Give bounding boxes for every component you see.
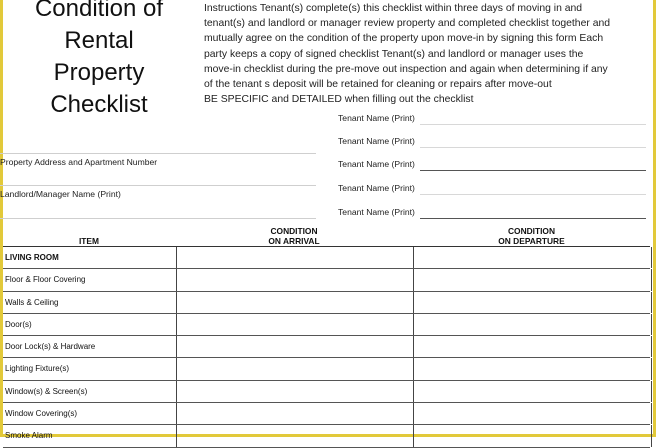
- condition-checklist-table: [3, 223, 650, 448]
- table-row: [3, 269, 650, 291]
- departure-condition-cell[interactable]: [413, 358, 652, 379]
- item-cell: Window(s) & Screen(s): [5, 386, 88, 396]
- departure-condition-cell[interactable]: [413, 425, 652, 446]
- arrival-condition-cell[interactable]: [176, 403, 413, 424]
- title-line: Property: [53, 59, 145, 86]
- arrival-header-line: ON ARRIVAL: [268, 236, 320, 246]
- tenant-name-label: Tenant Name (Print): [338, 183, 415, 193]
- tenant-name-field[interactable]: [338, 113, 646, 125]
- tenant-name-line[interactable]: [420, 194, 646, 195]
- arrival-condition-cell[interactable]: [176, 336, 413, 357]
- departure-header-line: ON DEPARTURE: [498, 236, 565, 246]
- tenant-name-field[interactable]: [338, 183, 646, 195]
- item-cell: Lighting Fixture(s): [5, 364, 70, 374]
- arrival-condition-cell[interactable]: [176, 314, 413, 335]
- instructions-line: of the tenant s deposit will be retained for cleaning or repairs after move-out: [204, 79, 552, 91]
- arrival-condition-cell[interactable]: [176, 358, 413, 379]
- title-line: Checklist: [50, 91, 148, 118]
- tenant-name-label: Tenant Name (Print): [338, 159, 415, 169]
- departure-header-line: CONDITION: [508, 226, 555, 236]
- item-cell: Walls & Ceiling: [5, 297, 59, 307]
- arrival-condition-cell[interactable]: [176, 292, 413, 313]
- item-cell: LIVING ROOM: [5, 253, 59, 262]
- tenant-name-line[interactable]: [420, 218, 646, 219]
- tenant-name-label: Tenant Name (Print): [338, 136, 415, 146]
- instructions-block: [204, 1, 644, 107]
- table-row: [3, 381, 650, 403]
- tenant-name-field[interactable]: [338, 159, 646, 171]
- item-cell: Window Covering(s): [5, 409, 78, 419]
- departure-condition-cell[interactable]: [413, 292, 652, 313]
- landlord-name-rule[interactable]: [0, 185, 316, 186]
- table-row: [3, 403, 650, 425]
- table-row: [3, 247, 650, 269]
- departure-condition-cell[interactable]: [413, 269, 652, 290]
- departure-column-header: [413, 226, 650, 246]
- arrival-condition-cell[interactable]: [176, 247, 413, 268]
- tenant-name-line[interactable]: [420, 147, 646, 148]
- instructions-line: move-in checklist during the pre-move out inspection and again when determining if any: [204, 63, 608, 75]
- tenant-name-field[interactable]: [338, 136, 646, 148]
- departure-condition-cell[interactable]: [413, 403, 652, 424]
- arrival-column-header: [176, 226, 412, 246]
- landlord-name-field[interactable]: [0, 218, 316, 219]
- title-line: Condition of: [34, 0, 164, 22]
- page-title: [4, 0, 194, 121]
- table-header: [3, 223, 650, 246]
- departure-condition-cell[interactable]: [413, 247, 652, 268]
- instructions-line: tenant(s) and landlord or manager review property and completed checklist together and: [204, 18, 611, 30]
- table-body: [3, 246, 650, 448]
- tenant-name-label: Tenant Name (Print): [338, 113, 415, 123]
- arrival-condition-cell[interactable]: [176, 381, 413, 402]
- table-row: [3, 314, 650, 336]
- departure-condition-cell[interactable]: [413, 336, 652, 357]
- property-address-label: Property Address and Apartment Number: [0, 157, 158, 167]
- tenant-name-label: Tenant Name (Print): [338, 207, 415, 217]
- arrival-condition-cell[interactable]: [176, 425, 413, 446]
- item-cell: Floor & Floor Covering: [5, 275, 86, 285]
- table-row: [3, 292, 650, 314]
- table-row: [3, 336, 650, 358]
- tenant-name-field[interactable]: [338, 207, 646, 219]
- instructions-line: BE SPECIFIC and DETAILED when filling out the checklist: [204, 94, 474, 106]
- title-line: Rental: [64, 27, 134, 54]
- item-cell: Door Lock(s) & Hardware: [5, 342, 96, 352]
- arrival-condition-cell[interactable]: [176, 269, 413, 290]
- tenant-name-line[interactable]: [420, 124, 646, 125]
- property-address-rule: [0, 153, 316, 154]
- item-cell: Smoke Alarm: [5, 431, 53, 441]
- instructions-line: party keeps a copy of signed checklist Tenant(s) and landlord or manager uses the: [204, 48, 584, 60]
- item-column-header: ITEM: [78, 236, 99, 246]
- departure-condition-cell[interactable]: [413, 314, 652, 335]
- table-row: [3, 358, 650, 380]
- landlord-name-label: Landlord/Manager Name (Print): [0, 189, 121, 199]
- arrival-header-line: CONDITION: [270, 226, 318, 236]
- departure-condition-cell[interactable]: [413, 381, 652, 402]
- item-cell: Door(s): [5, 319, 32, 329]
- instructions-line: mutually agree on the condition of the property upon move-in by signing this form Each: [204, 33, 604, 45]
- instructions-line: Instructions Tenant(s) complete(s) this checklist within three days of moving in and: [204, 3, 583, 14]
- tenant-name-line[interactable]: [420, 170, 646, 171]
